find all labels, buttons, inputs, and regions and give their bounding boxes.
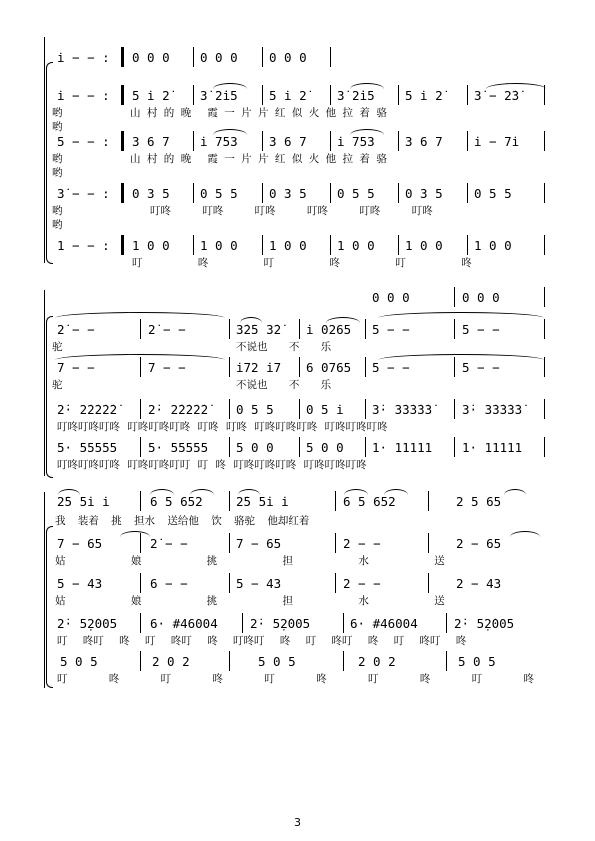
barline [242, 613, 243, 633]
barline [193, 131, 194, 151]
barline [398, 131, 399, 151]
barline [428, 533, 429, 553]
barline [193, 235, 194, 255]
barline [544, 357, 545, 377]
slur [55, 312, 225, 318]
measure: 5 − − [372, 360, 410, 375]
barline [467, 183, 468, 203]
barline [193, 47, 194, 67]
lyrics-row [0, 256, 595, 270]
measure: 5· 55555 [148, 440, 209, 455]
measure: 1 0 0 [200, 238, 238, 253]
barline [544, 399, 545, 419]
barline [140, 573, 141, 593]
slur [120, 531, 150, 537]
barline [229, 319, 230, 339]
lyric-text: 叮 咚叮 咚 叮 咚叮 咚 叮咚叮 咚 叮 咚叮 咚 叮 咚叮 咚 [57, 635, 467, 647]
barline [467, 131, 468, 151]
lyric-text: 哟 [52, 107, 63, 119]
slur [55, 354, 225, 360]
measure: 1 0 0 [132, 238, 170, 253]
repeat-barline [121, 183, 124, 203]
barline [299, 399, 300, 419]
measure: 5 0 0 [236, 440, 274, 455]
measure: 5 0 5 [60, 654, 98, 669]
lyrics-row [0, 120, 595, 134]
slur [384, 489, 408, 495]
measure: 3 6 7 [269, 134, 307, 149]
measure: 3̇ 2̇i̇5 [200, 88, 238, 103]
lyrics-row [0, 166, 595, 180]
measure: 5 0 5 [458, 654, 496, 669]
barline [330, 235, 331, 255]
barline [140, 319, 141, 339]
lyrics-row [0, 420, 595, 434]
measure: 0 0 0 [200, 50, 238, 65]
lyric-text: 哟 [52, 219, 63, 231]
lyric-text: 叮咚 叮咚 叮咚 叮咚 叮咚 叮咚 [150, 205, 433, 217]
lyric-text: 我 装着 挑 担水 送给他 饮 骆驼 他却红着 [55, 515, 310, 527]
measure: 0 5 5 [474, 186, 512, 201]
slur [344, 489, 368, 495]
measure: 0 0 0 [462, 290, 500, 305]
lyric-text: 驼 [52, 379, 63, 391]
barline [229, 533, 230, 553]
measure: 2 5 65 [456, 494, 502, 509]
slur [350, 83, 384, 89]
slur [240, 317, 262, 323]
staff-row [0, 402, 595, 418]
staff-row [0, 88, 595, 104]
measure: 5 − − [372, 322, 410, 337]
barline [428, 491, 429, 511]
barline [335, 533, 336, 553]
barline [140, 651, 141, 671]
measure: 7 − − [148, 360, 186, 375]
measure: 2̇· 5̣2̇005 [250, 616, 311, 631]
lyrics-row [0, 152, 595, 166]
lyric-text: 哟 [52, 167, 63, 179]
measure: 3̇· 3̇3̇3̇3̇3̇ [372, 402, 433, 417]
barline [446, 613, 447, 633]
measure: 3̇ 2̇i̇5 [337, 88, 375, 103]
slur [190, 489, 214, 495]
page-number: 3 [294, 816, 301, 829]
measure: 1· 11111 [372, 440, 433, 455]
measure: 0 5 5 [337, 186, 375, 201]
barline [229, 399, 230, 419]
barline [365, 437, 366, 457]
measure: 1 − − : [57, 238, 110, 253]
barline [335, 573, 336, 593]
barline [365, 319, 366, 339]
lyric-text: 哟 [52, 121, 63, 133]
barline [262, 131, 263, 151]
measure: 0 5 5 [236, 402, 274, 417]
measure: 5 i̇ 2̇ [269, 88, 307, 103]
barline [365, 399, 366, 419]
barline [140, 437, 141, 457]
barline [428, 573, 429, 593]
measure: 6· #46004 [350, 616, 418, 631]
measure: 1 0 0 [474, 238, 512, 253]
measure: 0 5 i̇ [306, 402, 344, 417]
measure: 2 − 65 [456, 536, 502, 551]
barline [262, 235, 263, 255]
barline [544, 183, 545, 203]
lyrics-row [0, 106, 595, 120]
measure: 5 − − [462, 360, 500, 375]
barline [365, 357, 366, 377]
barline [262, 47, 263, 67]
lyric-text: 不说也 不 乐 [236, 341, 332, 353]
staff-row [0, 186, 595, 202]
lyric-text: 不说也 不 乐 [236, 379, 332, 391]
barline [544, 131, 545, 151]
repeat-barline [121, 131, 124, 151]
barline [193, 183, 194, 203]
measure: 2 − − [343, 576, 381, 591]
measure: 2̇ − − [148, 322, 186, 337]
barline [229, 357, 230, 377]
measure: i̇ 0265 [306, 322, 352, 337]
lyrics-row [0, 594, 595, 608]
barline [544, 319, 545, 339]
lyric-text: 山村的晚 霞一片片红似火他拉着骆 [130, 153, 394, 165]
barline [140, 613, 141, 633]
staff-row [0, 536, 595, 552]
lyric-text: 叮 咚 叮 咚 叮 咚 叮 咚 叮 咚 [57, 673, 535, 685]
repeat-barline [121, 47, 124, 67]
barline [229, 651, 230, 671]
measure: 1· 11111 [462, 440, 523, 455]
repeat-barline [121, 235, 124, 255]
lyric-text: 姑 娘 挑 担 水 送 [55, 595, 445, 607]
barline [398, 235, 399, 255]
measure: 3̇ − − : [57, 186, 110, 201]
barline [229, 437, 230, 457]
barline [299, 437, 300, 457]
repeat-barline [121, 85, 124, 105]
measure: i̇ − − : [57, 50, 110, 65]
measure: 2̇· 2̇2̇2̇2̇2̇ [148, 402, 209, 417]
barline [454, 287, 455, 307]
staff-row [0, 322, 595, 338]
measure: 6 − − [150, 576, 188, 591]
barline [544, 287, 545, 307]
measure: 6· #46004 [150, 616, 218, 631]
staff-row [0, 616, 595, 632]
measure: 0 3 5 [405, 186, 443, 201]
lyric-text: 驼 [52, 341, 63, 353]
measure: 5 − − : [57, 134, 110, 149]
barline [193, 85, 194, 105]
measure: 6 5 652 [343, 494, 396, 509]
lyric-text: 叮 咚 叮 咚 叮 咚 [132, 257, 472, 269]
measure: 2̇ − − [57, 322, 95, 337]
barline [544, 437, 545, 457]
barline [330, 131, 331, 151]
barline [330, 183, 331, 203]
staff-row [0, 440, 595, 456]
measure: 5 i̇ 2̇ [132, 88, 170, 103]
slur [504, 489, 526, 495]
barline [467, 85, 468, 105]
measure: 3̇2̇5 3̇2̇ [236, 322, 282, 337]
slur [213, 129, 247, 135]
slur [378, 354, 544, 360]
measure: 5 0 0 [306, 440, 344, 455]
measure: 7 − − [57, 360, 95, 375]
barline [229, 573, 230, 593]
measure: 5 i̇ 2̇ [405, 88, 443, 103]
barline [343, 613, 344, 633]
measure: 3 6 7 [405, 134, 443, 149]
measure: i̇ 753 [337, 134, 375, 149]
measure: 3 6 7 [132, 134, 170, 149]
barline [229, 491, 230, 511]
barline [330, 47, 331, 67]
measure: 0 0 0 [132, 50, 170, 65]
barline [454, 357, 455, 377]
measure: 7 − 65 [57, 536, 103, 551]
lyric-text: 姑 娘 挑 担 水 送 [55, 555, 445, 567]
measure: 1 0 0 [405, 238, 443, 253]
measure: i̇ 753 [200, 134, 238, 149]
measure: 2 0 2 [358, 654, 396, 669]
measure: 2̇5 5i̇ i̇ [57, 494, 110, 509]
slur [486, 83, 546, 89]
measure: 2̇ − − [150, 536, 188, 551]
slur [213, 83, 247, 89]
measure: 2̇· 5̣2̇005 [454, 616, 515, 631]
lyric-text: 哟 [52, 205, 63, 217]
lyrics-row [0, 378, 595, 392]
barline [454, 399, 455, 419]
measure: 5· 55555 [57, 440, 118, 455]
barline [140, 399, 141, 419]
lyrics-row [0, 458, 595, 472]
measure: 6 5 652 [150, 494, 203, 509]
barline [454, 437, 455, 457]
barline [343, 651, 344, 671]
staff-row [0, 50, 595, 66]
measure: 0 3 5 [269, 186, 307, 201]
staff-row [0, 238, 595, 254]
measure: 5 0 5 [258, 654, 296, 669]
measure: 6 0765 [306, 360, 352, 375]
barline [398, 85, 399, 105]
slur [326, 317, 360, 323]
measure: 2 0 2 [152, 654, 190, 669]
barline [262, 183, 263, 203]
slur [510, 531, 540, 537]
slur [350, 129, 384, 135]
lyrics-row [0, 554, 595, 568]
measure: 0 3 5 [132, 186, 170, 201]
measure: 3̇· 3̇3̇3̇3̇3̇ [462, 402, 523, 417]
barline [262, 85, 263, 105]
barline [467, 235, 468, 255]
measure: 5 − − [462, 322, 500, 337]
lyric-text: 叮咚叮咚叮咚 叮咚叮咚叮叮 叮 咚 叮咚叮咚叮咚 叮咚叮咚叮咚 [57, 459, 367, 471]
barline [398, 183, 399, 203]
staff-row [0, 654, 595, 670]
measure: 2̇5 5i̇ i̇ [236, 494, 289, 509]
barline [140, 357, 141, 377]
slur [238, 489, 260, 495]
lyrics-row [0, 340, 595, 354]
measure: 3̇ − 2̇3̇ [474, 88, 520, 103]
measure: i̇ − − : [57, 88, 110, 103]
measure: 1 0 0 [269, 238, 307, 253]
lyrics-row [0, 204, 595, 218]
measure: 0 5 5 [200, 186, 238, 201]
slur [378, 312, 544, 318]
staff-row [0, 134, 595, 150]
lyric-text: 哟 [52, 153, 63, 165]
measure: 0 0 0 [372, 290, 410, 305]
barline [446, 651, 447, 671]
staff-row [0, 576, 595, 592]
barline [299, 319, 300, 339]
slur [58, 489, 80, 495]
lyrics-row [0, 672, 595, 686]
barline [330, 85, 331, 105]
barline [140, 491, 141, 511]
measure: 5 − 43 [236, 576, 282, 591]
lyrics-row [0, 218, 595, 232]
lyrics-row [0, 634, 595, 648]
measure: 1 0 0 [337, 238, 375, 253]
lyrics-row [0, 514, 595, 528]
measure: i̇ − 7i̇ [474, 134, 520, 149]
barline [335, 491, 336, 511]
staff-row [0, 360, 595, 376]
measure: 0 0 0 [269, 50, 307, 65]
measure: 2 − − [343, 536, 381, 551]
lyric-text: 山村的晚 霞一片片红似火他拉着骆 [130, 107, 394, 119]
measure: 2 − 43 [456, 576, 502, 591]
measure: 2̇· 2̇2̇2̇2̇2̇ [57, 402, 118, 417]
measure: i̇72 i̇7 [236, 360, 282, 375]
barline [454, 319, 455, 339]
lyric-text: 叮咚叮咚叮咚 叮咚叮咚叮咚 叮咚 叮咚 叮咚叮咚叮咚 叮咚叮咚叮咚 [57, 421, 388, 433]
measure: 2̇· 5̣2̇005 [57, 616, 118, 631]
staff-row [0, 494, 595, 510]
measure: 7 − 65 [236, 536, 282, 551]
measure: 5 − 43 [57, 576, 103, 591]
staff-row [0, 290, 595, 306]
barline [544, 235, 545, 255]
barline [299, 357, 300, 377]
slur [150, 489, 174, 495]
